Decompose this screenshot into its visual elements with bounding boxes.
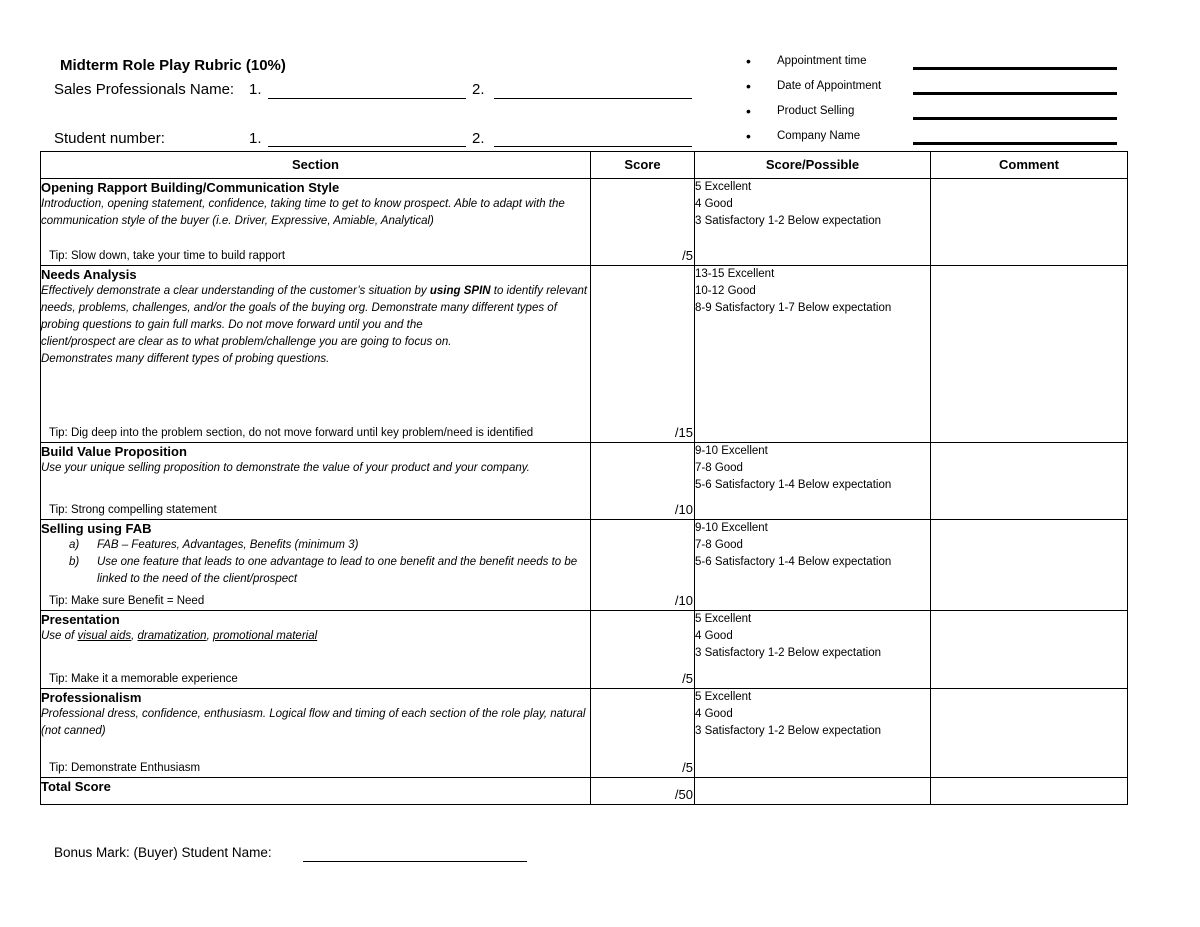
table-row: [41, 179, 1128, 266]
section-tip: Tip: Strong compelling statement: [49, 504, 217, 516]
description-text: Effectively demonstrate a clear understanding of the customer’s situation by: [41, 285, 430, 297]
company-name-label: Company Name: [777, 130, 861, 142]
bullet-icon: •: [746, 128, 751, 144]
scale-cell: [695, 689, 931, 778]
table-row: [41, 443, 1128, 520]
table-row: [41, 611, 1128, 689]
score-cell[interactable]: [591, 520, 695, 611]
total-score-label: Total Score: [41, 778, 591, 805]
document-title: Midterm Role Play Rubric (10%): [60, 57, 286, 74]
appointment-time-label: Appointment time: [777, 55, 867, 67]
score-max: /5: [682, 760, 693, 775]
list-marker: a): [69, 539, 80, 551]
scale-line: 5 Excellent: [695, 691, 752, 703]
description-emphasis: using SPIN: [429, 285, 491, 297]
description-separator: ,: [206, 630, 213, 642]
scale-line: 8-9 Satisfactory 1-7 Below expectation: [695, 302, 892, 314]
score-cell[interactable]: [591, 443, 695, 520]
table-row: [41, 520, 1128, 611]
score-cell[interactable]: [591, 179, 695, 266]
section-title: Presentation: [41, 612, 120, 627]
comment-cell[interactable]: [931, 611, 1128, 689]
rubric-table: [40, 151, 1128, 805]
score-possible-header: Score/Possible: [695, 152, 931, 179]
total-score-cell[interactable]: [591, 778, 695, 805]
section-cell: [41, 266, 591, 443]
section-tip: Tip: Demonstrate Enthusiasm: [49, 762, 201, 774]
scale-line: 4 Good: [695, 708, 733, 720]
scale-line: 3 Satisfactory 1-2 Below expectation: [695, 647, 882, 659]
section-tip: Tip: Dig deep into the problem section, do not move forward until key problem/need is identified: [49, 427, 534, 439]
section-title: Professionalism: [41, 690, 142, 705]
scale-cell: [695, 179, 931, 266]
scale-line: 4 Good: [695, 630, 733, 642]
section-description: Demonstrates many different types of probing questions.: [41, 353, 330, 365]
scale-line: 13-15 Excellent: [695, 268, 775, 280]
bonus-student-name-blank[interactable]: [303, 861, 527, 862]
product-selling-label: Product Selling: [777, 105, 855, 117]
total-score-max: /50: [674, 787, 693, 802]
scale-line: 5-6 Satisfactory 1-4 Below expectation: [695, 479, 892, 491]
total-scale-cell: [695, 778, 931, 805]
table-row: [41, 689, 1128, 778]
scale-line: 5-6 Satisfactory 1-4 Below expectation: [695, 556, 892, 568]
section-tip: Tip: Slow down, take your time to build rapport: [49, 250, 286, 262]
comment-header: Comment: [931, 152, 1128, 179]
bullet-icon: •: [746, 103, 751, 119]
student-blank-2[interactable]: [494, 146, 692, 147]
name-blank-1[interactable]: [268, 98, 466, 99]
comment-cell[interactable]: [931, 520, 1128, 611]
score-header: Score: [591, 152, 695, 179]
scale-cell: [695, 443, 931, 520]
description-link: dramatization: [137, 630, 207, 642]
scale-line: 4 Good: [695, 198, 733, 210]
total-comment-cell[interactable]: [931, 778, 1128, 805]
score-max: /10: [674, 502, 693, 517]
total-row: [41, 778, 1128, 805]
table-row: [41, 266, 1128, 443]
comment-cell[interactable]: [931, 179, 1128, 266]
section-description: [41, 628, 590, 645]
scale-line: 5 Excellent: [695, 613, 752, 625]
date-of-appointment-blank[interactable]: [913, 92, 1117, 95]
section-cell: [41, 520, 591, 611]
section-title: Build Value Proposition: [41, 444, 187, 459]
section-cell: [41, 443, 591, 520]
name-blank-2[interactable]: [494, 98, 692, 99]
section-cell: [41, 689, 591, 778]
list-marker: b): [69, 556, 80, 568]
section-description: [41, 283, 590, 334]
scale-line: 3 Satisfactory 1-2 Below expectation: [695, 215, 882, 227]
name-blank-1-number: 1.: [249, 81, 262, 98]
student-blank-2-number: 2.: [472, 130, 485, 147]
score-cell[interactable]: [591, 266, 695, 443]
student-blank-1-number: 1.: [249, 130, 262, 147]
scale-line: 10-12 Good: [695, 285, 756, 297]
scale-line: 3 Satisfactory 1-2 Below expectation: [695, 725, 882, 737]
bullet-icon: •: [746, 78, 751, 94]
description-text: to identify relevant needs, problems, challenges, and/or the goals of the buying org. Demonstrate many different types of probing questions to gain full marks. Do not move forward until you and the: [41, 285, 588, 331]
section-tip: Tip: Make sure Benefit = Need: [49, 595, 205, 607]
company-name-blank[interactable]: [913, 142, 1117, 145]
name-blank-2-number: 2.: [472, 81, 485, 98]
comment-cell[interactable]: [931, 443, 1128, 520]
product-selling-blank[interactable]: [913, 117, 1117, 120]
section-description: Professional dress, confidence, enthusiasm. Logical flow and timing of each section of the role play, natural (not canned): [41, 708, 586, 737]
scale-cell: [695, 266, 931, 443]
description-link: promotional material: [212, 630, 318, 642]
score-max: /15: [674, 425, 693, 440]
name-label: Sales Professionals Name:: [54, 81, 235, 98]
score-max: /5: [682, 248, 693, 263]
section-cell: [41, 611, 591, 689]
scale-cell: [695, 520, 931, 611]
section-header: Section: [41, 152, 591, 179]
list-item-text: Use one feature that leads to one advantage to lead to one benefit and the benefit needs to be linked to the need of the client/prospect: [97, 556, 578, 585]
scale-line: 7-8 Good: [695, 462, 743, 474]
section-description: client/prospect are clear as to what problem/challenge you are going to focus on.: [41, 336, 452, 348]
section-title: Needs Analysis: [41, 267, 137, 282]
date-of-appointment-label: Date of Appointment: [777, 80, 882, 92]
student-blank-1[interactable]: [268, 146, 466, 147]
table-header-row: [41, 152, 1128, 179]
description-separator: ,: [131, 630, 138, 642]
score-max: /10: [674, 593, 693, 608]
description-link: visual aids: [77, 630, 132, 642]
section-title: Selling using FAB: [41, 521, 152, 536]
scale-line: 7-8 Good: [695, 539, 743, 551]
section-description: Use your unique selling proposition to demonstrate the value of your product and your company.: [41, 462, 530, 474]
score-cell[interactable]: [591, 689, 695, 778]
description-text: Use of: [41, 630, 78, 642]
section-cell: [41, 179, 591, 266]
section-description: Introduction, opening statement, confidence, taking time to get to know prospect. Able to adapt with the communication style of the buyer (i.e. Driver, Expressive, Amiable, Analytical): [41, 198, 565, 227]
scale-line: 9-10 Excellent: [695, 445, 768, 457]
bullet-icon: •: [746, 53, 751, 69]
fab-list: [41, 537, 590, 588]
score-max: /5: [682, 671, 693, 686]
score-cell[interactable]: [591, 611, 695, 689]
section-tip: Tip: Make it a memorable experience: [49, 673, 238, 685]
list-item: [41, 537, 590, 554]
list-item-text: FAB – Features, Advantages, Benefits (minimum 3): [97, 539, 359, 551]
list-item: [41, 554, 590, 588]
bonus-mark-label: Bonus Mark: (Buyer) Student Name:: [54, 845, 272, 860]
scale-line: 9-10 Excellent: [695, 522, 768, 534]
scale-cell: [695, 611, 931, 689]
comment-cell[interactable]: [931, 689, 1128, 778]
comment-cell[interactable]: [931, 266, 1128, 443]
appointment-time-blank[interactable]: [913, 67, 1117, 70]
student-number-label: Student number:: [54, 130, 165, 147]
section-title: Opening Rapport Building/Communication Style: [41, 180, 340, 195]
scale-line: 5 Excellent: [695, 181, 752, 193]
